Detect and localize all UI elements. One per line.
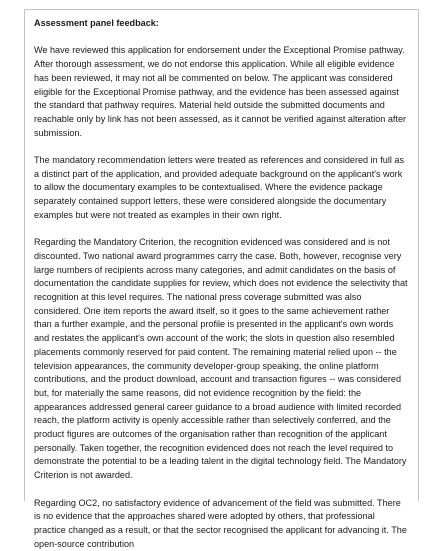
- paragraph-mandatory-criterion: Regarding the Mandatory Criterion, the recognition evidenced was considered and is not discounted. Two national award programmes carry the case. Both, however, recognise very large numbers of recipients across many categories, and admit candidates on the basis of documentation the candidate supplies for review, which does not evidence the selectivity that recognition at this level requires. The national press coverage submitted was also considered. One item reports the award itself, so it goes to the same achievement rather than a further example, and the personal profile is presented in the applicant's own words and restates the applicant's own account of the work; the slots in question also resembled placements commonly reserved for paid content. The remaining material relied upon -- the television appearances, the community developer-group speaking, the online platform contributions, and the product download, account and transaction figures -- was considered but, for materially the same reasons, did not evidence recognition by the field: the appearances addressed general career guidance to a broad audience with limited recorded reach, the platform activity is openly accessible rather than selectively conferred, and the product figures are outcomes of the organisation rather than recognition of the applicant personally. Taken together, the recognition evidenced does not reach the level required to demonstrate the potential to be a leading talent in the digital technology field. The Mandatory Criterion is not awarded.: [34, 237, 408, 481]
- paragraph-recommendation-letters: The mandatory recommendation letters were treated as references and considered in full as a distinct part of the application, and provided adequate background on the applicant's work to allow the documentary examples to be contextualised. Where the evidence package separately contained support letters, these were considered alongside the documentary examples but were not treated as examples in their own right.: [34, 155, 405, 220]
- document-heading: Assessment panel feedback:: [34, 18, 159, 28]
- paragraph-overview: We have reviewed this application for endorsement under the Exceptional Promise pathway. After thorough assessment, we do not endorse this application. While all eligible evidence has been reviewed, it may not all be commented on below. The applicant was considered eligible for the Exceptional Promise pathway, and the evidence has been assessed against the standard that pathway requires. Material held outside the submitted documents and reachable only by link has not been assessed, as it cannot be verified against alteration after submission.: [34, 45, 407, 138]
- paragraph-oc2: Regarding OC2, no satisfactory evidence of advancement of the field was submitted. There is no evidence that the approaches shared were adopted by others, that professional practice changed as a result, or that the sector recognised the applicant for advancing it. The open-source contribution: [34, 497, 407, 549]
- feedback-document: [24, 9, 419, 549]
